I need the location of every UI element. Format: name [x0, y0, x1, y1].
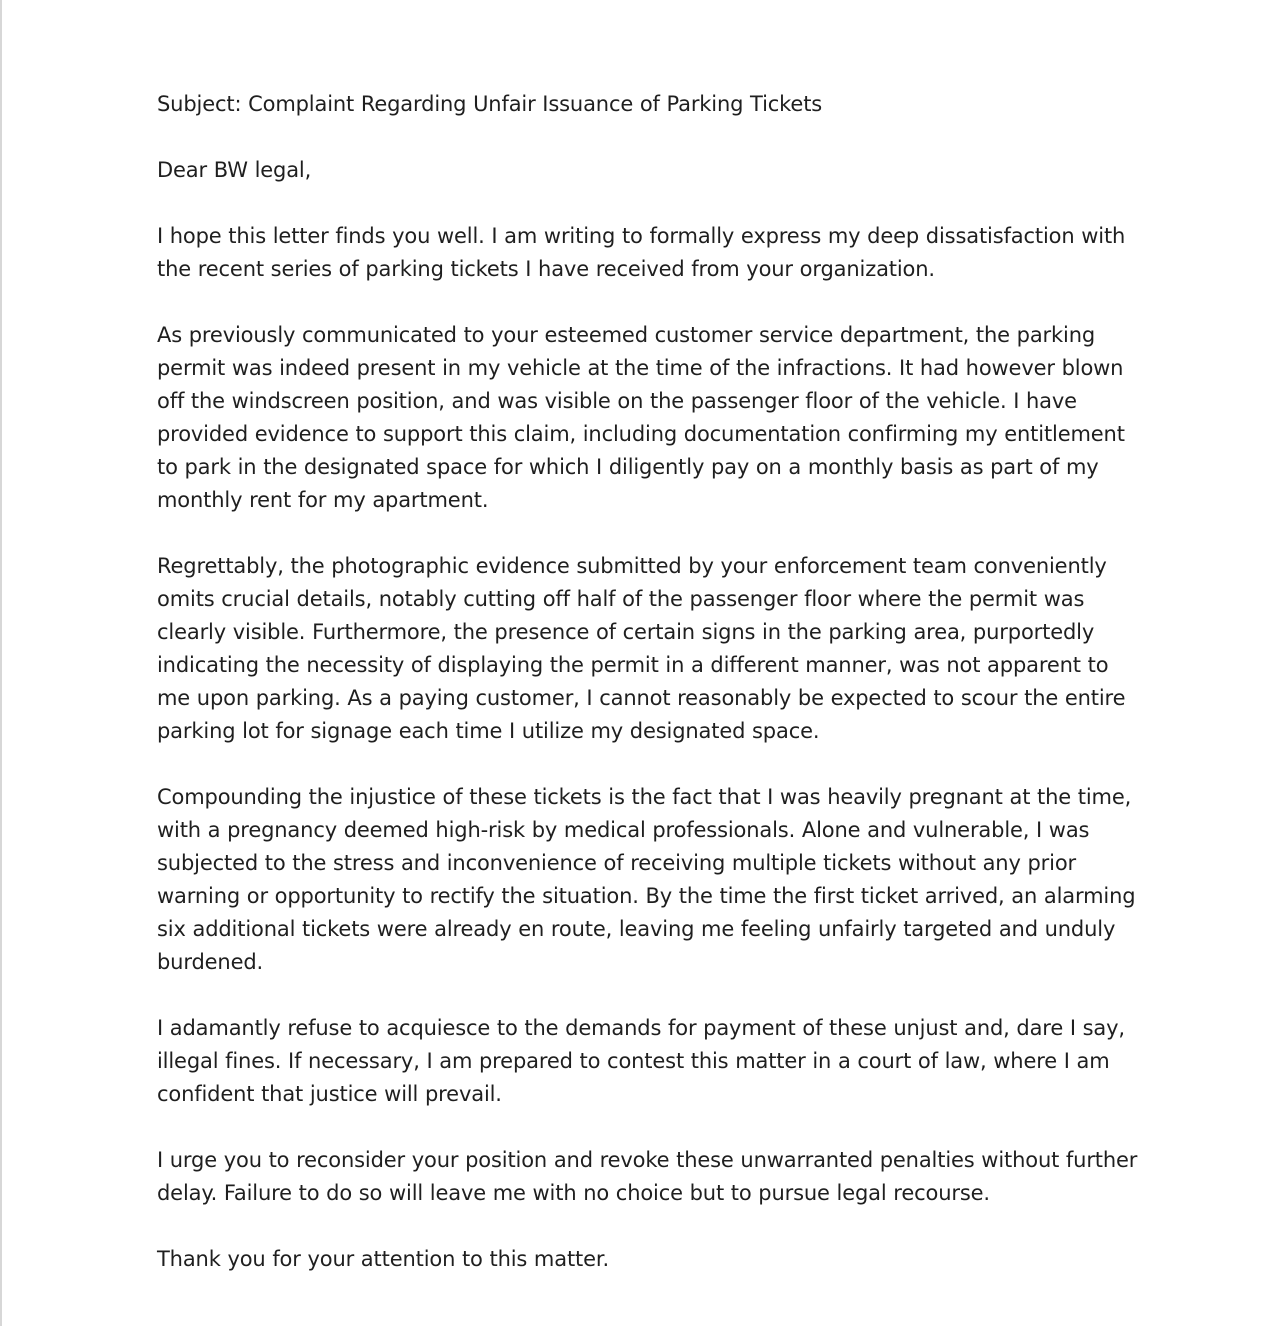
letter-paragraph-request: I urge you to reconsider your position and revoke these unwarranted penalties without further delay. Failure to do so will leave me with no choice but to pursue legal recourse. — [157, 1148, 1138, 1205]
letter-paragraph-refusal: I adamantly refuse to acquiesce to the demands for payment of these unjust and, dare I say, illegal fines. If necessary, I am prepared to contest this matter in a court of law, where I am confident that justice will prevail. — [157, 1016, 1125, 1106]
letter-subject: Subject: Complaint Regarding Unfair Issuance of Parking Tickets — [157, 92, 823, 116]
letter-body — [157, 88, 1147, 1309]
letter-paragraph-intro: I hope this letter finds you well. I am writing to formally express my deep dissatisfaction with the recent series of parking tickets I have received from your organization. — [157, 224, 1126, 281]
letter-paragraph-pregnancy: Compounding the injustice of these tickets is the fact that I was heavily pregnant at the time, with a pregnancy deemed high-risk by medical professionals. Alone and vulnerable, I was subjected to the stress and inconvenience of receiving multiple tickets without any prior warning or opportunity to rectify the situation. By the time the first ticket arrived, an alarming six additional tickets were already en route, leaving me feeling unfairly targeted and unduly burdened. — [157, 785, 1136, 974]
letter-paragraph-permit: As previously communicated to your esteemed customer service department, the parking permit was indeed present in my vehicle at the time of the infractions. It had however blown off the windscreen position, and was visible on the passenger floor of the vehicle. I have provided evidence to support this claim, including documentation confirming my entitlement to park in the designated space for which I diligently pay on a monthly basis as part of my monthly rent for my apartment. — [157, 323, 1125, 512]
letter-paragraph-closing: Thank you for your attention to this matter. — [157, 1247, 609, 1271]
left-border — [0, 0, 2, 1326]
letter-paragraph-evidence: Regrettably, the photographic evidence submitted by your enforcement team conveniently omits crucial details, notably cutting off half of the passenger floor where the permit was clearly visible. Furthermore, the presence of certain signs in the parking area, purportedly indicating the necessity of displaying the permit in a different manner, was not apparent to me upon parking. As a paying customer, I cannot reasonably be expected to scour the entire parking lot for signage each time I utilize my designated space. — [157, 554, 1126, 743]
letter-greeting: Dear BW legal, — [157, 158, 312, 182]
